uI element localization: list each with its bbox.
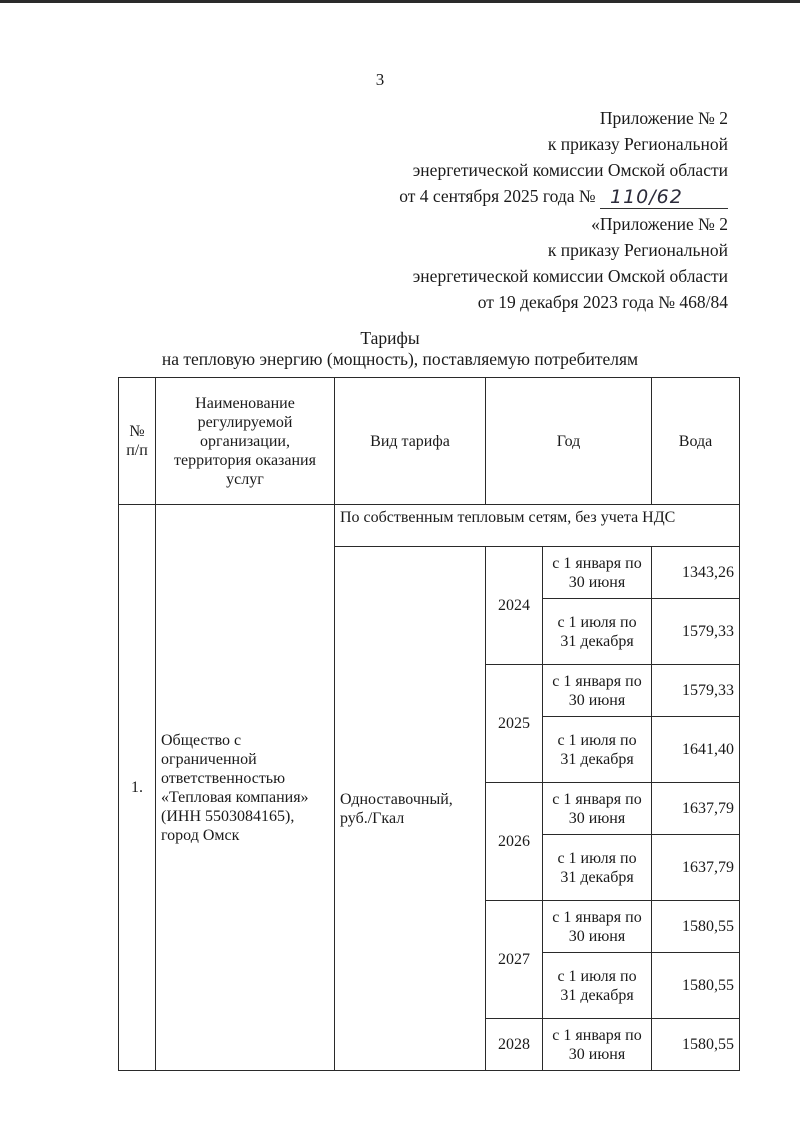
year-cell: 2024	[486, 547, 543, 665]
row-number: 1.	[119, 505, 156, 1071]
header-water: Вода	[652, 378, 740, 505]
appendix-header-current	[399, 105, 728, 209]
page-number: 3	[375, 70, 385, 89]
document-title	[0, 328, 800, 370]
table-header-row	[119, 378, 740, 505]
year-cell: 2026	[486, 783, 543, 901]
header-num: № п/п	[119, 378, 156, 505]
table-row	[119, 505, 740, 547]
appendix-line: к приказу Региональной	[547, 134, 728, 154]
order-number-field	[600, 184, 728, 209]
year-cell: 2025	[486, 665, 543, 783]
appendix-line: к приказу Региональной	[547, 240, 728, 260]
period-cell: с 1 июля по 31 декабря	[543, 717, 652, 783]
period-cell: с 1 января по 30 июня	[543, 547, 652, 599]
appendix-line: энергетической комиссии Омской области	[412, 160, 728, 180]
appendix-date-line	[399, 183, 728, 209]
period-cell: с 1 июля по 31 декабря	[543, 835, 652, 901]
value-cell: 1579,33	[652, 599, 740, 665]
year-cell: 2027	[486, 901, 543, 1019]
value-cell: 1579,33	[652, 665, 740, 717]
value-cell: 1580,55	[652, 953, 740, 1019]
value-cell: 1637,79	[652, 835, 740, 901]
organization-name: Общество с ограниченной ответственностью «Тепловая компания» (ИНН 5503084165), город Омск	[156, 505, 335, 1071]
appendix-line: энергетической комиссии Омской области	[412, 266, 728, 286]
value-cell: 1580,55	[652, 901, 740, 953]
value-cell: 1343,26	[652, 547, 740, 599]
period-cell: с 1 июля по 31 декабря	[543, 953, 652, 1019]
year-cell: 2028	[486, 1019, 543, 1071]
handwritten-order-number: 110/62	[610, 186, 683, 208]
value-cell: 1637,79	[652, 783, 740, 835]
appendix-date: от 4 сентября 2025 года №	[399, 186, 596, 206]
tariff-table	[118, 377, 740, 1071]
page-top-edge	[0, 0, 800, 3]
period-cell: с 1 января по 30 июня	[543, 665, 652, 717]
period-cell: с 1 января по 30 июня	[543, 1019, 652, 1071]
appendix-header-previous	[413, 211, 728, 315]
tariff-kind: Одноставочный, руб./Гкал	[335, 547, 486, 1071]
appendix-line: от 19 декабря 2023 года № 468/84	[477, 292, 728, 312]
appendix-line: «Приложение № 2	[591, 214, 728, 234]
appendix-line: Приложение № 2	[599, 108, 728, 128]
period-cell: с 1 января по 30 июня	[543, 783, 652, 835]
period-cell: с 1 июля по 31 декабря	[543, 599, 652, 665]
header-year: Год	[486, 378, 652, 505]
header-kind: Вид тарифа	[335, 378, 486, 505]
header-org: Наименование регулируемой организации, территория оказания услуг	[156, 378, 335, 505]
value-cell: 1580,55	[652, 1019, 740, 1071]
section-title: По собственным тепловым сетям, без учета НДС	[335, 505, 740, 547]
title-line: Тарифы	[360, 328, 420, 348]
period-cell: с 1 января по 30 июня	[543, 901, 652, 953]
value-cell: 1641,40	[652, 717, 740, 783]
title-line: на тепловую энергию (мощность), поставляемую потребителям	[161, 349, 639, 369]
